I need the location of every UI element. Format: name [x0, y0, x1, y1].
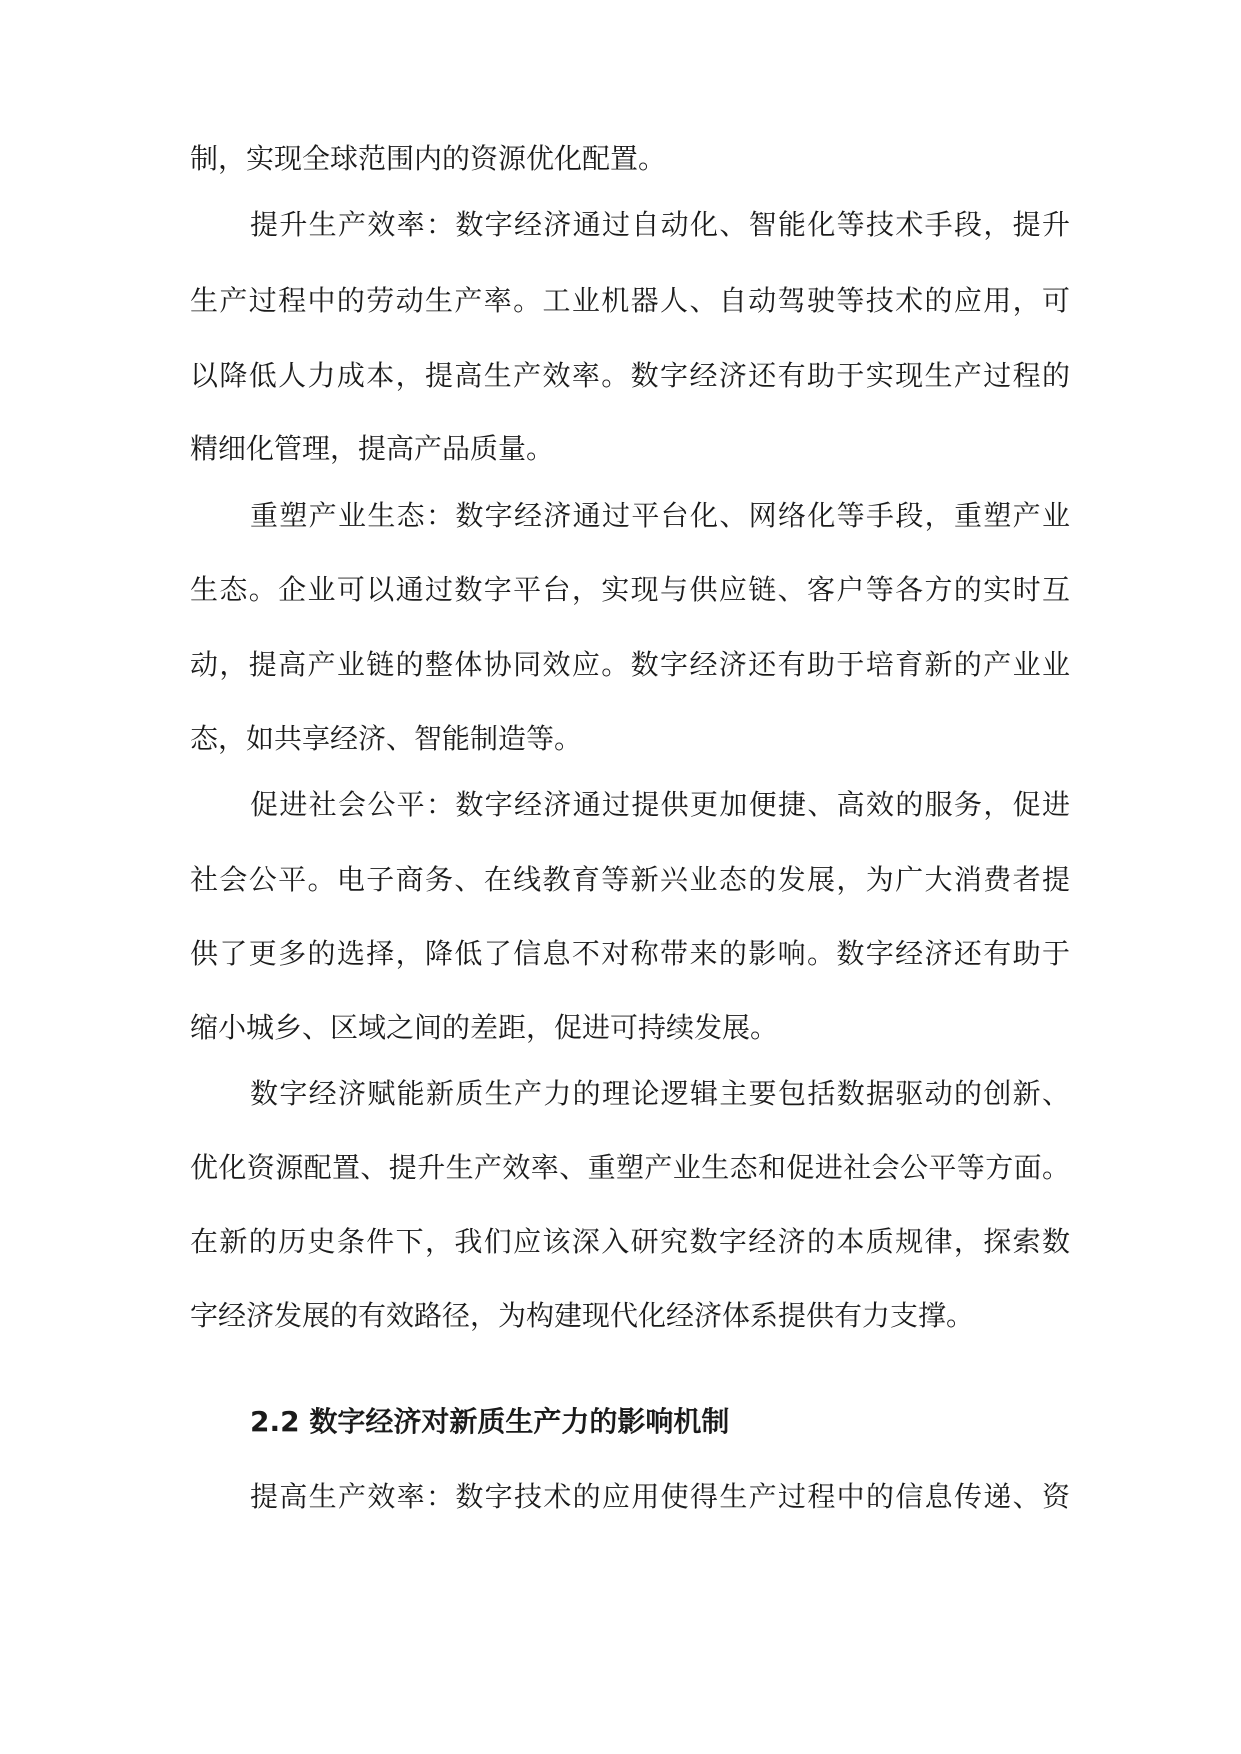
paragraph-line: 字经济发展的有效路径，为构建现代化经济体系提供有力支撑。: [190, 1299, 975, 1332]
paragraph-line: 精细化管理，提高产品质量。: [190, 432, 555, 465]
paragraph-line: 提升生产效率：数字经济通过自动化、智能化等技术手段，提升: [250, 208, 1070, 241]
paragraph-line: 态，如共享经济、智能制造等。: [190, 722, 583, 755]
paragraph-line: 制，实现全球范围内的资源优化配置。: [190, 142, 667, 175]
section-heading: 2.2 数字经济对新质生产力的影响机制: [250, 1405, 730, 1438]
paragraph-line: 以降低人力成本，提高生产效率。数字经济还有助于实现生产过程的: [190, 359, 1070, 392]
paragraph-line: 提高生产效率：数字技术的应用使得生产过程中的信息传递、资: [250, 1480, 1070, 1513]
paragraph-line: 生产过程中的劳动生产率。工业机器人、自动驾驶等技术的应用，可: [190, 284, 1070, 317]
paragraph-line: 重塑产业生态：数字经济通过平台化、网络化等手段，重塑产业: [250, 499, 1070, 532]
paragraph-line: 促进社会公平：数字经济通过提供更加便捷、高效的服务，促进: [250, 788, 1070, 821]
paragraph-line: 优化资源配置、提升生产效率、重塑产业生态和促进社会公平等方面。: [190, 1151, 1070, 1184]
paragraph-line: 动，提高产业链的整体协同效应。数字经济还有助于培育新的产业业: [190, 648, 1070, 681]
paragraph-line: 生态。企业可以通过数字平台，实现与供应链、客户等各方的实时互: [190, 573, 1070, 606]
paragraph-line: 数字经济赋能新质生产力的理论逻辑主要包括数据驱动的创新、: [250, 1077, 1070, 1110]
paragraph-line: 供了更多的选择，降低了信息不对称带来的影响。数字经济还有助于: [190, 937, 1070, 970]
paragraph-line: 在新的历史条件下，我们应该深入研究数字经济的本质规律，探索数: [190, 1225, 1070, 1258]
paragraph-line: 社会公平。电子商务、在线教育等新兴业态的发展，为广大消费者提: [190, 863, 1070, 896]
paragraph-line: 缩小城乡、区域之间的差距，促进可持续发展。: [190, 1011, 779, 1044]
